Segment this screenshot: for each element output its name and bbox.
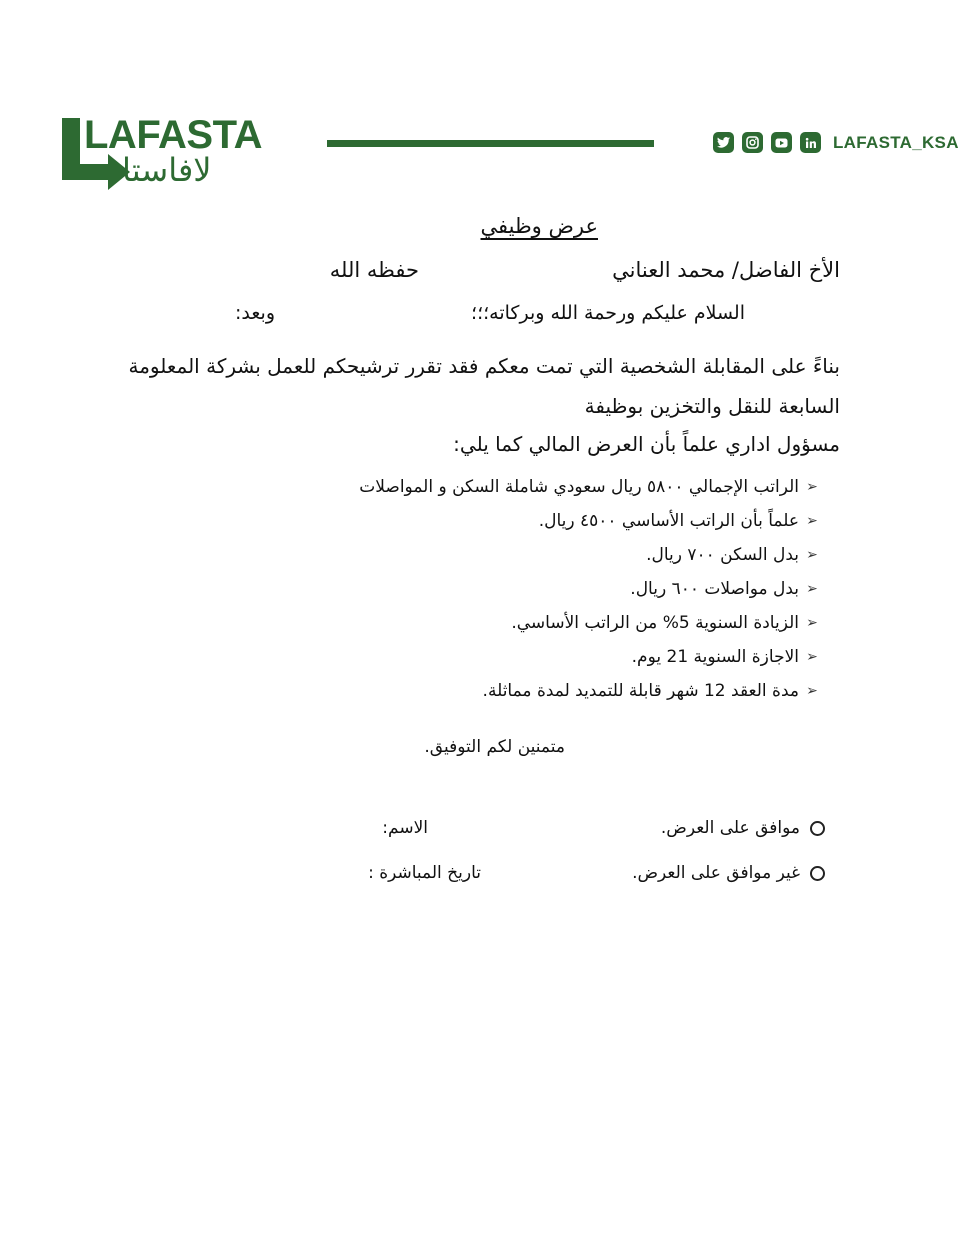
blessing-text: حفظه الله [329,258,419,282]
reject-option-label: غير موافق على العرض. [632,863,800,883]
reject-option[interactable] [632,863,825,883]
name-field-label: الاسم: [382,818,428,838]
company-logo [60,112,262,192]
social-links [713,132,959,153]
arrow-bullet-icon: ➢ [806,615,818,631]
linkedin-icon[interactable] [800,132,821,153]
arrow-bullet-icon: ➢ [806,513,818,529]
list-item: ➢ الزيادة السنوية 5% من الراتب الأساسي. [359,606,825,640]
arrow-bullet-icon: ➢ [806,683,818,699]
radio-circle-icon[interactable] [810,821,825,836]
paragraph-line-1: بناءً على المقابلة الشخصية التي تمت معكم فقد تقرر ترشيحكم للعمل بشركة المعلومة [128,354,840,378]
instagram-icon[interactable] [742,132,763,153]
logo-arabic-text: لافاستا [122,151,212,189]
twitter-icon[interactable] [713,132,734,153]
list-item: ➢ الراتب الإجمالي ٥٨٠٠ ريال سعودي شاملة السكن و المواصلات [359,470,825,504]
arrow-bullet-icon: ➢ [806,581,818,597]
logo-latin-text: LAFASTA [84,113,262,157]
paragraph-line-2: السابعة للنقل والتخزين بوظيفة [584,394,840,418]
arrow-bullet-icon: ➢ [806,649,818,665]
start-date-field-label: تاريخ المباشرة : [368,863,481,883]
accept-option[interactable] [661,818,825,838]
youtube-icon[interactable] [771,132,792,153]
greeting-line: السلام عليكم ورحمة الله وبركاته؛؛؛ [471,302,745,324]
after-greeting: وبعد: [234,302,275,324]
radio-circle-icon[interactable] [810,866,825,881]
header-divider [327,140,654,147]
arrow-bullet-icon: ➢ [806,479,818,495]
list-item: ➢ الاجازة السنوية 21 يوم. [359,640,825,674]
closing-text: متمنين لكم التوفيق. [424,737,565,757]
social-handle[interactable]: LAFASTA_KSA [833,132,959,152]
arrow-bullet-icon: ➢ [806,547,818,563]
list-item: ➢ بدل مواصلات ٦٠٠ ريال. [359,572,825,606]
letter-title: عرض وظيفي [480,214,598,238]
paragraph-line-3: مسؤول اداري علماً بأن العرض المالي كما يلي: [453,432,840,456]
accept-option-label: موافق على العرض. [660,818,800,838]
list-item: ➢ علماً بأن الراتب الأساسي ٤٥٠٠ ريال. [359,504,825,538]
offer-terms-list [359,470,825,708]
list-item: ➢ بدل السكن ٧٠٠ ريال. [359,538,825,572]
list-item: ➢ مدة العقد 12 شهر قابلة للتمديد لمدة مماثلة. [359,674,825,708]
addressee-line: الأخ الفاضل/ محمد العناني [612,258,840,282]
